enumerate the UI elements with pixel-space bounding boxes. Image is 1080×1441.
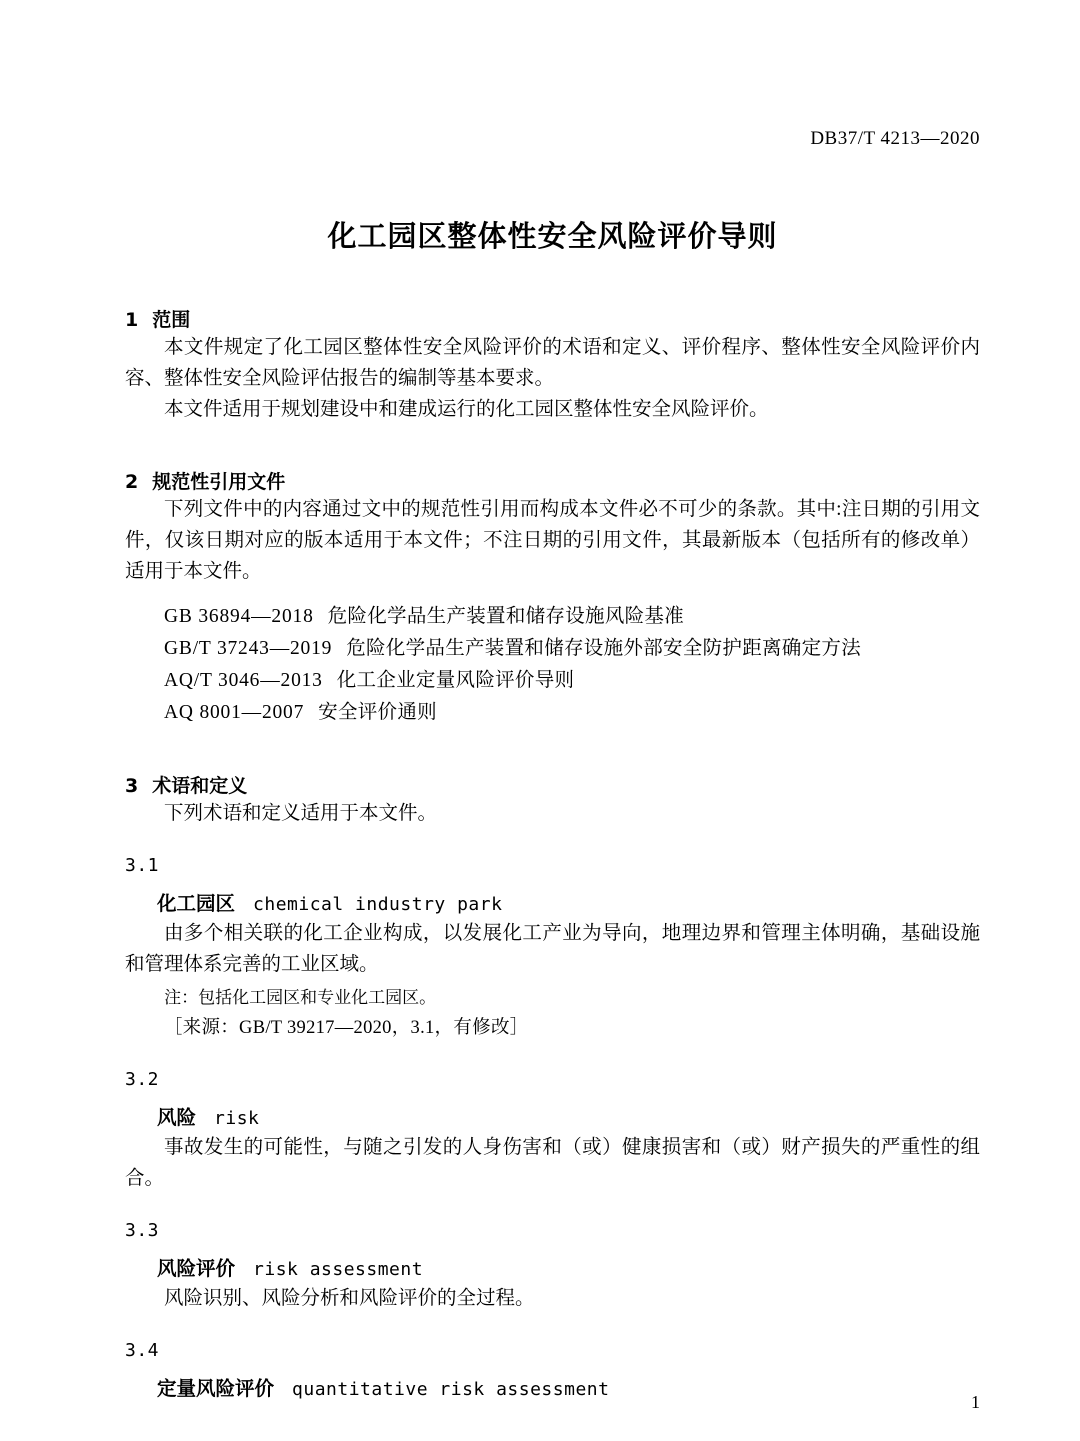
term-definition-3-2: 事故发生的可能性，与随之引发的人身伤害和（或）健康损害和（或）财产损失的严重性的组合。	[125, 1137, 980, 1189]
reference-item	[125, 601, 980, 633]
term-name-cn: 风险评价	[157, 1257, 236, 1280]
section-1-paragraph-2: 本文件适用于规划建设中和建成运行的化工园区整体性安全风险评价。	[164, 399, 769, 420]
term-name-en: quantitative risk assessment	[292, 1379, 610, 1400]
term-entry-3-2	[125, 1102, 980, 1130]
reference-item	[125, 697, 980, 729]
term-name-en: risk	[214, 1108, 260, 1129]
normative-references-list	[125, 601, 980, 729]
reference-title: 危险化学品生产装置和储存设施外部安全防护距离确定方法	[346, 638, 862, 659]
term-definition-3-3: 风险识别、风险分析和风险评价的全过程。	[164, 1288, 535, 1309]
section-1-number: 1	[125, 309, 139, 331]
section-heading-2	[125, 467, 980, 494]
section-2-heading: 规范性引用文件	[152, 471, 286, 493]
term-entry-3-3	[125, 1253, 980, 1281]
subclause-number-3-2: 3.2	[125, 1069, 160, 1090]
reference-code: AQ 8001—2007	[164, 702, 305, 723]
subclause-number-3-4: 3.4	[125, 1340, 160, 1361]
term-definition-3-1: 由多个相关联的化工企业构成，以发展化工产业为导向，地理边界和管理主体明确，基础设施和管理体系完善的工业区域。	[125, 923, 980, 975]
term-note-3-1: 注：包括化工园区和专业化工园区。	[164, 988, 437, 1007]
subclause-number-3-3: 3.3	[125, 1220, 160, 1241]
term-name-cn: 定量风险评价	[157, 1377, 275, 1400]
standard-number-header: DB37/T 4213—2020	[810, 128, 980, 149]
section-1-heading: 范围	[152, 309, 191, 331]
page-title: 化工园区整体性安全风险评价导则	[327, 219, 778, 253]
section-1-paragraph-1: 本文件规定了化工园区整体性安全风险评价的术语和定义、评价程序、整体性安全风险评价内容、整体性安全风险评估报告的编制等基本要求。	[125, 337, 980, 389]
section-2-number: 2	[125, 471, 139, 493]
term-name-en: chemical industry park	[253, 894, 503, 915]
term-entry-3-4	[125, 1373, 980, 1401]
section-2-paragraph-1: 下列文件中的内容通过文中的规范性引用而构成本文件必不可少的条款。其中:注日期的引用文件，仅该日期对应的版本适用于本文件；不注日期的引用文件，其最新版本（包括所有的修改单）适用于本文件。	[125, 499, 980, 582]
reference-title: 危险化学品生产装置和储存设施风险基准	[327, 606, 685, 627]
reference-code: GB 36894—2018	[164, 606, 314, 627]
reference-item	[125, 633, 980, 665]
reference-code: AQ/T 3046—2013	[164, 670, 323, 691]
term-entry-3-1	[125, 888, 980, 916]
reference-code: GB/T 37243—2019	[164, 638, 333, 659]
reference-title: 安全评价通则	[318, 702, 437, 723]
section-heading-1	[125, 305, 980, 332]
term-source-3-1: ［来源：GB/T 39217—2020，3.1，有修改］	[163, 1018, 529, 1038]
section-3-number: 3	[125, 775, 139, 797]
section-3-paragraph-1: 下列术语和定义适用于本文件。	[164, 803, 438, 824]
subclause-number-3-1: 3.1	[125, 855, 160, 876]
section-heading-3	[125, 771, 980, 798]
term-name-en: risk assessment	[253, 1259, 424, 1280]
page-content	[125, 0, 980, 1401]
reference-title: 化工企业定量风险评价导则	[336, 670, 575, 691]
section-3-heading: 术语和定义	[152, 775, 248, 797]
term-name-cn: 风险	[157, 1106, 197, 1129]
page-number-footer: 1	[971, 1392, 980, 1412]
term-name-cn: 化工园区	[157, 892, 236, 915]
reference-item	[125, 665, 980, 697]
